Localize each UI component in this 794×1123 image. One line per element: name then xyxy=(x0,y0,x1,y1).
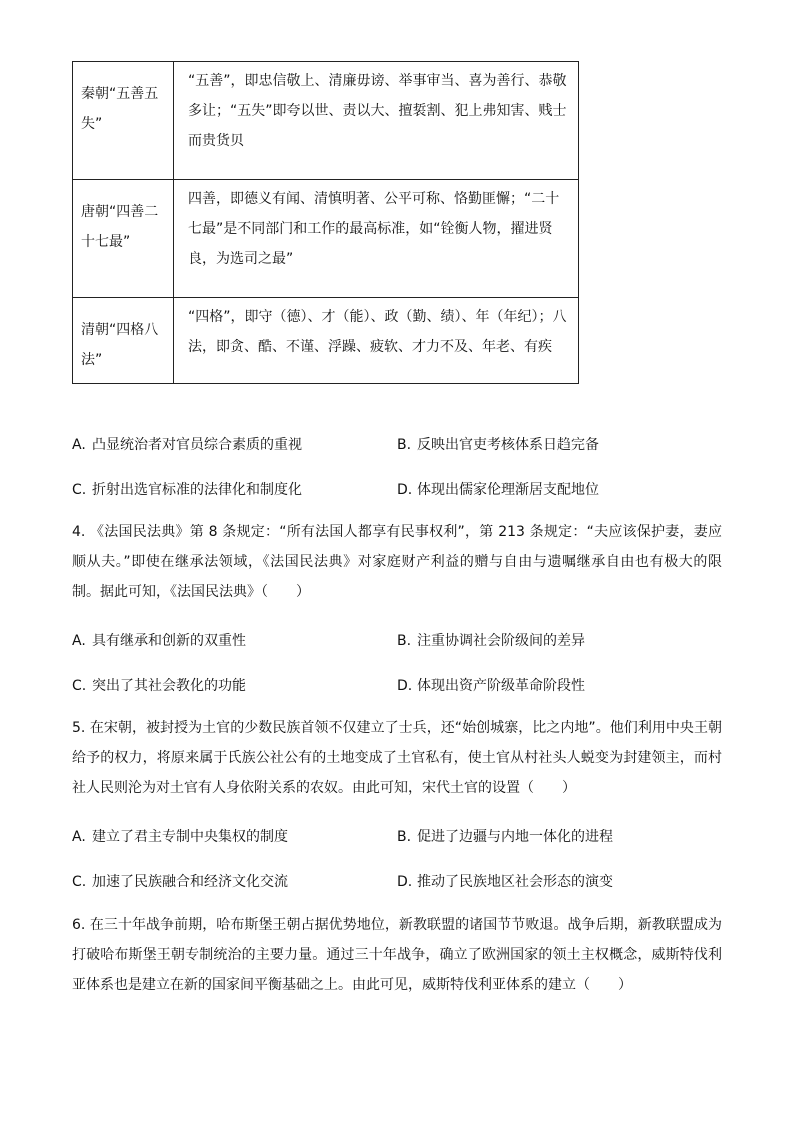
table-row xyxy=(73,180,579,298)
q3-option-b[interactable] xyxy=(397,435,599,455)
option-letter: A. xyxy=(72,829,86,845)
option-text: 推动了民族地区社会形态的演变 xyxy=(417,874,613,890)
option-text: 建立了君主专制中央集权的制度 xyxy=(92,829,288,845)
option-letter: D. xyxy=(397,874,413,890)
table-row xyxy=(73,62,579,180)
row-text: “四格”，即守（德）、才（能）、政（勤、绩）、年（年纪）；八法，即贪、酷、不谨、浮躁、疲软、才力不及、年老、有疾 xyxy=(174,298,579,384)
option-text: 体现出资产阶级革命阶段性 xyxy=(417,678,585,694)
option-text: 突出了其社会教化的功能 xyxy=(92,678,246,694)
q5-option-b[interactable] xyxy=(397,827,613,847)
option-text: 凸显统治者对官员综合素质的重视 xyxy=(92,437,302,453)
question-5-stem: 5. 在宋朝，被封授为土官的少数民族首领不仅建立了士兵，还“始创城寨，比之内地”。他们利用中央王朝给予的权力，将原来属于氏族公社公有的土地变成了土官私有，使土官从村社头人蜕变为封建领主，而村社人民则沦为对土官有人身依附关系的农奴。由此可知，宋代土官的设置（ ） xyxy=(72,720,722,796)
option-letter: D. xyxy=(397,678,413,694)
option-text: 促进了边疆与内地一体化的进程 xyxy=(417,829,613,845)
row-text: 四善，即德义有闻、清慎明著、公平可称、恪勤匪懈；“二十七最”是不同部门和工作的最高标准，如“铨衡人物，擢进贤良，为选司之最” xyxy=(174,180,579,298)
option-text: 反映出官吏考核体系日趋完备 xyxy=(417,437,599,453)
question-4-stem: 4. 《法国民法典》第 8 条规定：“所有法国人都享有民事权利”，第 213 条规定：“夫应该保护妻，妻应顺从夫。”即使在继承法领域，《法国民法典》对家庭财产利益的赠与自由与遗嘱继承自由也有极大的限制。据此可知，《法国民法典》（ ） xyxy=(72,524,722,600)
q5-option-d[interactable] xyxy=(397,872,613,892)
q4-option-b[interactable] xyxy=(397,631,585,651)
option-text: 加速了民族融合和经济文化交流 xyxy=(92,874,288,890)
q5-option-a[interactable] xyxy=(72,827,288,847)
q4-option-a[interactable] xyxy=(72,631,246,651)
option-letter: C. xyxy=(72,874,87,890)
row-label: 唐朝“四善二十七最” xyxy=(73,180,174,298)
option-text: 具有继承和创新的双重性 xyxy=(92,633,246,649)
option-letter: D. xyxy=(397,482,413,498)
option-letter: B. xyxy=(397,633,412,649)
row-text: “五善”，即忠信敬上、清廉毋谤、举事审当、喜为善行、恭敬多让；“五失”即夸以世、责以大、擅裚割、犯上弗知害、贱士而贵货贝 xyxy=(174,62,579,180)
option-letter: A. xyxy=(72,437,86,453)
option-text: 体现出儒家伦理渐居支配地位 xyxy=(417,482,599,498)
table-row xyxy=(73,298,579,384)
q5-option-c[interactable] xyxy=(72,872,288,892)
question-6-stem: 6. 在三十年战争前期，哈布斯堡王朝占据优势地位，新教联盟的诸国节节败退。战争后期，新教联盟成为打破哈布斯堡王朝专制统治的主要力量。通过三十年战争，确立了欧洲国家的领土主权概念，威斯特伐利亚体系也是建立在新的国家间平衡基础之上。由此可见，威斯特伐利亚体系的建立（ ） xyxy=(72,917,722,993)
comparison-table xyxy=(72,61,579,384)
option-letter: B. xyxy=(397,829,412,845)
q4-option-d[interactable] xyxy=(397,676,585,696)
option-text: 注重协调社会阶级间的差异 xyxy=(417,633,585,649)
q4-option-c[interactable] xyxy=(72,676,246,696)
option-letter: A. xyxy=(72,633,86,649)
option-text: 折射出选官标准的法律化和制度化 xyxy=(92,482,302,498)
row-label: 清朝“四格八法” xyxy=(73,298,174,384)
row-label: 秦朝“五善五失” xyxy=(73,62,174,180)
option-letter: C. xyxy=(72,482,87,498)
q3-option-d[interactable] xyxy=(397,480,599,500)
q3-option-c[interactable] xyxy=(72,480,302,500)
q3-option-a[interactable] xyxy=(72,435,302,455)
option-letter: B. xyxy=(397,437,412,453)
option-letter: C. xyxy=(72,678,87,694)
